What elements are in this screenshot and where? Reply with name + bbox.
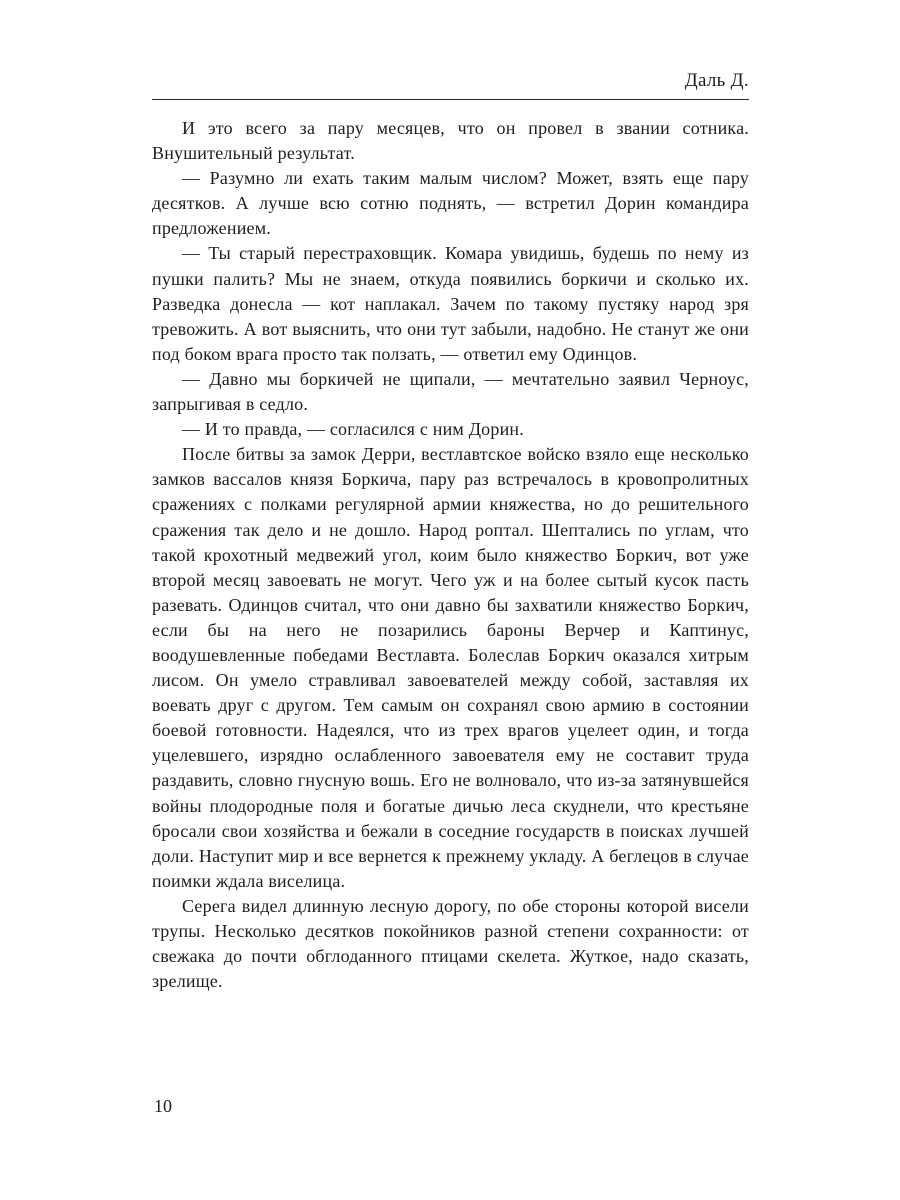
paragraph: И это всего за пару месяцев, что он провел в звании сотника. Внушительный результат. <box>152 118 749 164</box>
text-body <box>152 116 749 994</box>
paragraph: Серега видел длинную лесную дорогу, по обе стороны которой висели трупы. Несколько десятков покойников разной степени сохранности: от свежака до почти обглоданного птицами скелета. Жуткое, надо сказать, зрелище. <box>152 895 749 992</box>
paragraph: — Ты старый перестраховщик. Комара увидишь, будешь по нему из пушки палить? Мы не знаем, откуда появились боркичи и сколько их. Разведка донесла — кот наплакал. Зачем по такому пустяку народ зря тревожить. А вот выяснить, что они тут забыли, надобно. Не станут же они под боком врага просто так ползать, — ответил ему Одинцов. <box>152 243 749 364</box>
paragraph: — И то правда, — согласился с ним Дорин. <box>182 419 524 440</box>
running-header-author: Даль Д. <box>684 70 749 91</box>
paragraph: После битвы за замок Дерри, вестлавтское войско взяло еще несколько замков вассалов князя Боркича, пару раз встречалось в кровопролитных сражениях с полками регулярной армии княжества, но до решительного сражения так дело и не дошло. Народ роптал. Шептались по углам, что такой крохотный медвежий угол, коим было княжество Боркич, вот уже второй месяц завоевать не могут. Чего уж и на более сытый кусок пасть разевать. Одинцов считал, что они давно бы захватили княжество Боркич, если бы на него не позарились бароны Верчер и Каптинус, воодушевленные победами Вестлавта. Болеслав Боркич оказался хитрым лисом. Он умело стравливал завоевателей между собой, заставляя их воевать друг с другом. Тем самым он сохранял свою армию в состоянии боевой готовности. Надеялся, что из трех врагов уцелеет один, и тогда уцелевшего, изрядно ослабленного завоевателя ему не составит труда раздавить, словно гнусную вошь. Его не волновало, что из-за затянувшейся войны плодородные поля и богатые дичью леса скуднели, что крестьяне бросали свои хозяйства и бежали в соседние государств в поисках лучшей доли. Наступит мир и все вернется к прежнему укладу. А беглецов в случае поимки ждала виселица. <box>152 444 749 891</box>
page-content <box>152 70 749 994</box>
page-number: 10 <box>154 1096 172 1116</box>
header-rule <box>152 99 749 100</box>
paragraph: — Разумно ли ехать таким малым числом? Может, взять еще пару десятков. А лучше всю сотню поднять, — встретил Дорин командира предложением. <box>152 168 749 239</box>
paragraph: — Давно мы боркичей не щипали, — мечтательно заявил Черноус, запрыгивая в седло. <box>152 368 749 415</box>
